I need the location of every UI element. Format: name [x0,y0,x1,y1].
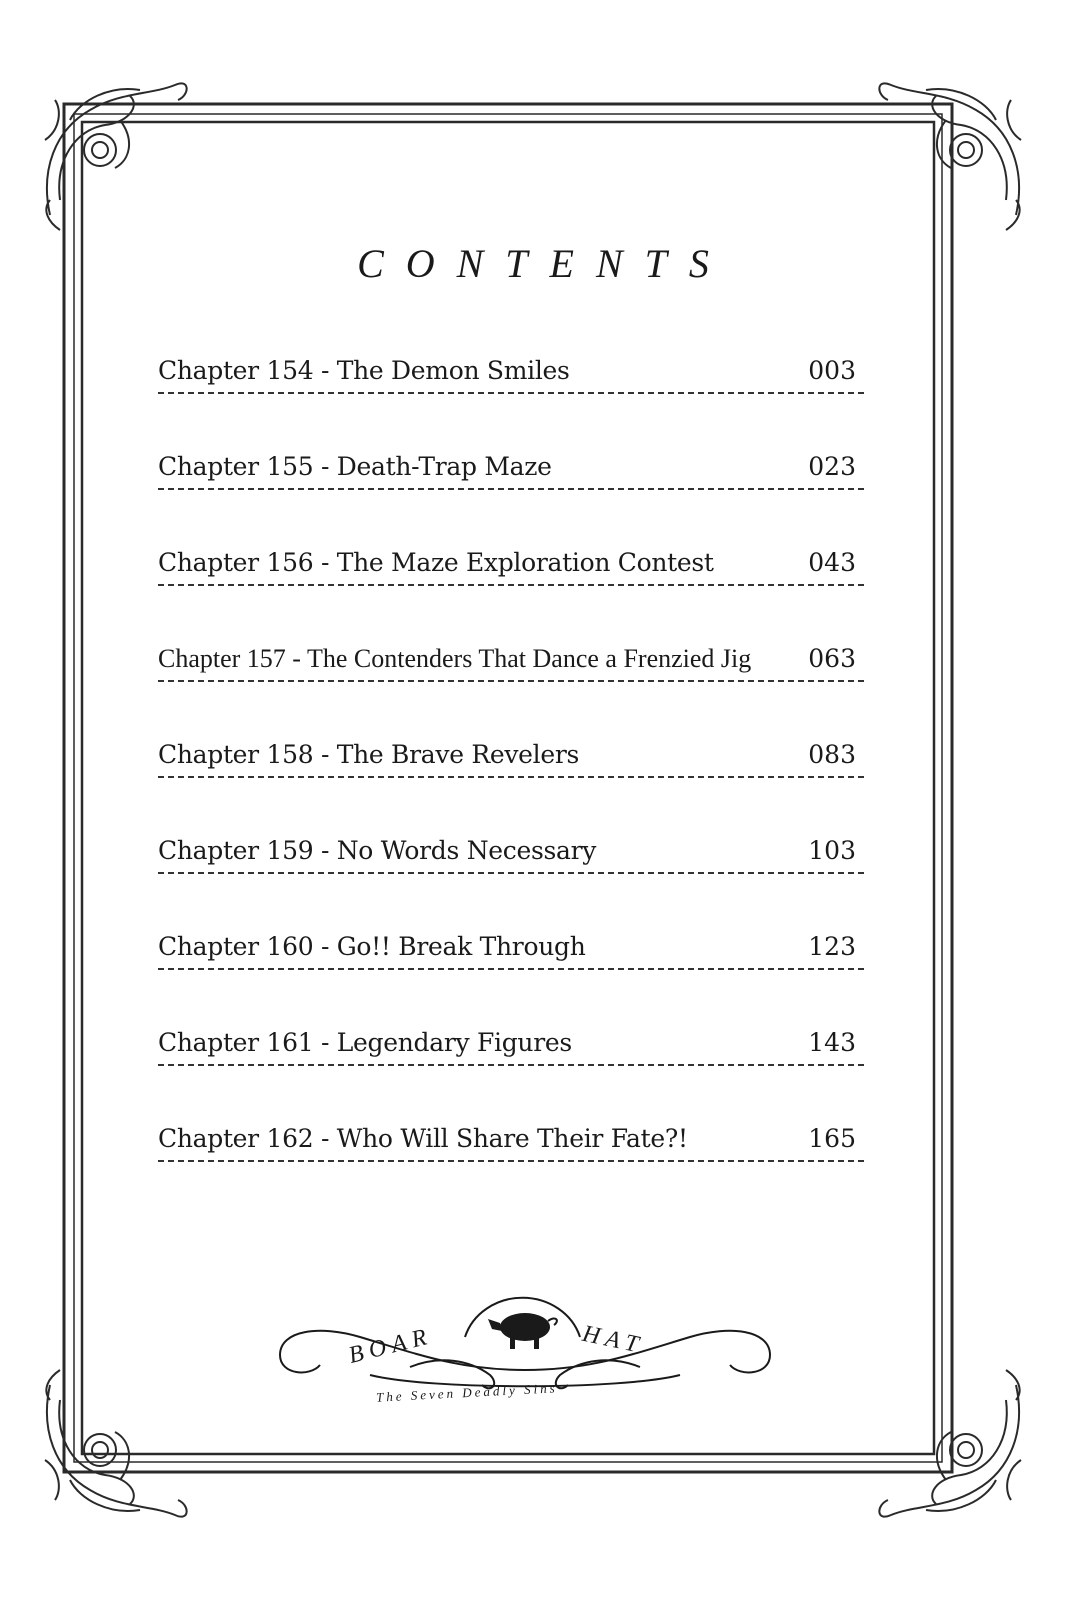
toc-entry [158,922,864,970]
toc-entry [158,634,864,682]
page-number: 003 [808,356,856,385]
chapter-title: Chapter 158 - The Brave Revelers [158,740,580,769]
logo-word-boar: BOAR [346,1323,436,1369]
page-number: 103 [808,836,856,865]
page-number: 143 [808,1028,856,1057]
toc-entry [158,442,864,490]
chapter-title: Chapter 159 - No Words Necessary [158,836,597,865]
logo-word-hat: HAT [580,1320,647,1360]
chapter-title: Chapter 154 - The Demon Smiles [158,356,570,385]
toc-entry [158,1114,864,1162]
toc-entry [158,1018,864,1066]
page-number: 165 [808,1124,856,1153]
toc-entry [158,346,864,394]
logo-flourish [260,1275,790,1425]
chapter-title: Chapter 157 - The Contenders That Dance a Frenzied Jig [158,644,752,673]
chapter-title: Chapter 160 - Go!! Break Through [158,932,586,961]
corner-ornament-bottom-right [879,1370,1021,1517]
corner-ornament-bottom-left [45,1370,187,1517]
boar-hat-logo [260,1275,790,1425]
page-number: 043 [808,548,856,577]
chapter-title: Chapter 156 - The Maze Exploration Contest [158,548,714,577]
page-number: 123 [808,932,856,961]
toc-entry [158,826,864,874]
boar-icon [488,1313,557,1349]
page-number: 063 [808,644,856,673]
logo-subtitle: The Seven Deadly Sins [375,1380,559,1405]
table-of-contents [158,346,864,1210]
toc-entry [158,730,864,778]
page-number: 023 [808,452,856,481]
chapter-title: Chapter 162 - Who Will Share Their Fate?! [158,1124,688,1153]
chapter-title: Chapter 161 - Legendary Figures [158,1028,572,1057]
page-number: 083 [808,740,856,769]
chapter-title: Chapter 155 - Death-Trap Maze [158,452,552,481]
contents-heading: CONTENTS [357,241,731,286]
toc-entry [158,538,864,586]
